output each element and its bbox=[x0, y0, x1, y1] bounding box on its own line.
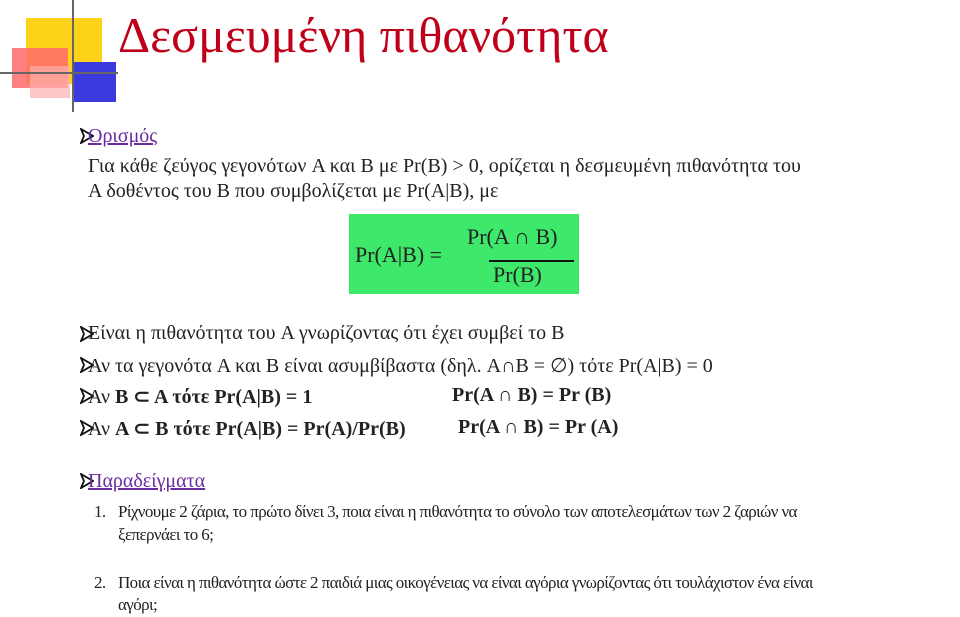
example-2-number: 2. bbox=[94, 573, 106, 592]
bullet-4-bold: A ⊂ B τότε Pr(A|B) = Pr(A)/Pr(B) bbox=[115, 418, 406, 440]
bullet-4-left bbox=[88, 416, 406, 441]
definition-link[interactable]: Ορισμός bbox=[88, 125, 158, 147]
definition-line-2: A δοθέντος του B που συμβολίζεται με Pr(A|B), με bbox=[88, 180, 499, 202]
decor-vertical-line bbox=[72, 0, 74, 112]
formula-denominator: Pr(B) bbox=[493, 262, 542, 287]
bullet-3-prefix: Αν bbox=[88, 386, 116, 408]
example-1-number: 1. bbox=[94, 502, 106, 521]
examples-link[interactable]: Παραδείγματα bbox=[88, 470, 206, 492]
definition-heading-row bbox=[88, 125, 157, 148]
bullet-1-text: Είναι η πιθανότητα του A γνωρίζοντας ότι έχει συμβεί το B bbox=[88, 322, 565, 344]
bullet-4-prefix: Αν bbox=[88, 418, 116, 440]
example-2-line-2: αγόρι; bbox=[118, 595, 158, 614]
formula-box bbox=[349, 214, 579, 294]
formula-lhs: Pr(A|B) = bbox=[355, 242, 443, 267]
examples-heading-row bbox=[88, 470, 205, 493]
page-title: Δεσμευμένη πιθανότητα bbox=[118, 7, 609, 63]
bullet-4-right: Pr(A ∩ B) = Pr (A) bbox=[458, 416, 619, 438]
decor-horizontal-line bbox=[0, 72, 118, 74]
corner-decoration bbox=[0, 0, 120, 112]
example-1-line-2: ξεπερνάει το 6; bbox=[118, 525, 214, 544]
example-2-line-1: Ποια είναι η πιθανότητα ώστε 2 παιδιά μιας οικογένειας να είναι αγόρια γνωρίζοντας ότι τουλάχιστον ένα είναι bbox=[118, 573, 813, 592]
formula-numerator: Pr(A ∩ B) bbox=[467, 224, 558, 249]
example-1-line-1: Ρίχνουμε 2 ζάρια, το πρώτο δίνει 3, ποια είναι η πιθανότητα το σύνολο των αποτελεσμάτων των 2 ζαριών να bbox=[118, 502, 797, 521]
bullet-3-right: Pr(A ∩ B) = Pr (B) bbox=[452, 384, 612, 406]
bullet-2-text: Αν τα γεγονότα A και B είναι ασυμβίβαστα (δηλ. A∩B = ∅) τότε Pr(A|B) = 0 bbox=[88, 355, 713, 377]
bullet-3-bold: B ⊂ A τότε Pr(A|B) = 1 bbox=[115, 386, 313, 408]
definition-line-1: Για κάθε ζεύγος γεγονότων A και B με Pr(B) > 0, ορίζεται η δεσμευμένη πιθανότητα του bbox=[88, 155, 801, 177]
bullet-3-left bbox=[88, 384, 312, 409]
